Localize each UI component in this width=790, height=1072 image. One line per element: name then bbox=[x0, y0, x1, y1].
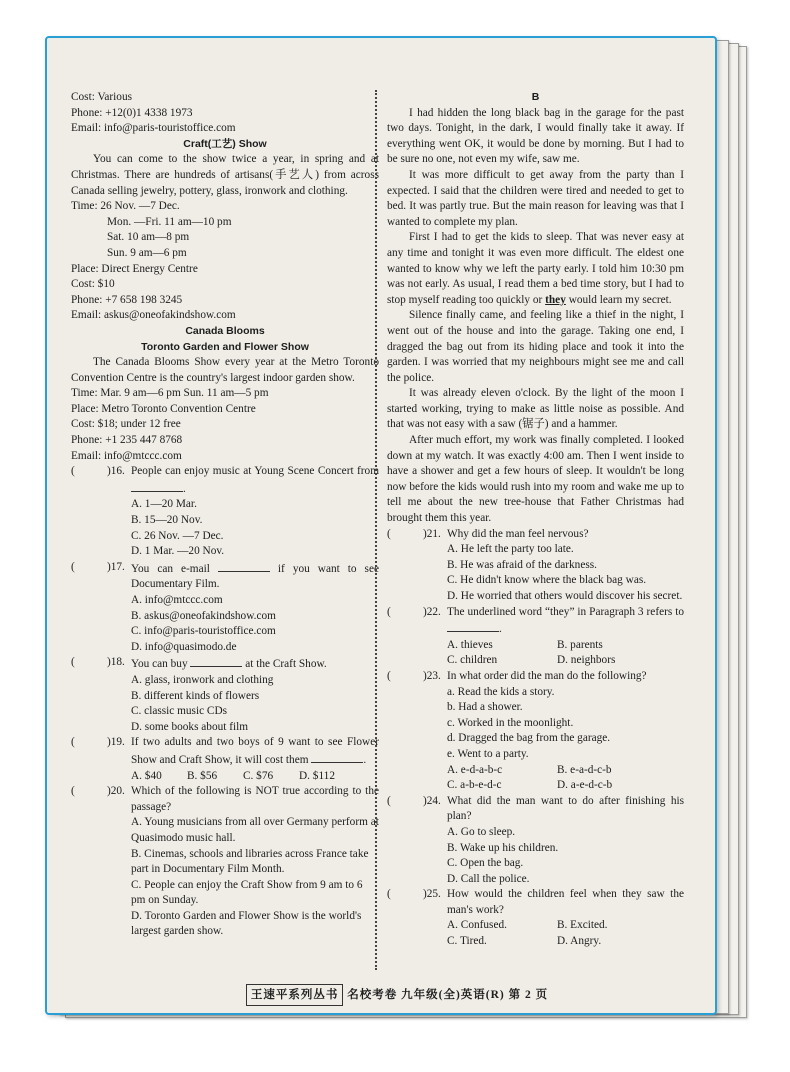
question-text: The underlined word “they” in Paragraph 3 refers to bbox=[447, 605, 684, 618]
option: B. Wake up his children. bbox=[447, 841, 559, 854]
option: D. a-e-d-c-b bbox=[557, 779, 613, 792]
craft-cost: Cost: $10 bbox=[71, 278, 115, 291]
question-19: ( )19. If two adults and two boys of 9 want to see Flower Show and Craft Show, it will cost them . bbox=[71, 735, 379, 768]
blooms-email: Email: info@mtccc.com bbox=[71, 449, 182, 462]
question-text: What did the man want to do after finishing his plan? bbox=[447, 794, 684, 823]
question-25: ( )25. How would the children feel when they saw the man's work? bbox=[387, 887, 684, 918]
passage-paragraph: It was already eleven o'clock. By the light of the moon I started working, trying to make as little noise as possible. And that was not easy with a saw (锯子) and a hammer. bbox=[387, 387, 684, 431]
step-item: b. Had a shower. bbox=[447, 701, 523, 714]
craft-time: Time: 26 Nov. —7 Dec. bbox=[71, 200, 180, 213]
question-24: ( )24. What did the man want to do after finishing his plan? bbox=[387, 794, 684, 825]
exam-page bbox=[45, 36, 717, 1015]
answer-blank[interactable] bbox=[447, 620, 499, 632]
option: A. thieves bbox=[447, 638, 493, 651]
craft-phone: Phone: +7 658 198 3245 bbox=[71, 293, 183, 306]
step-item: c. Worked in the moonlight. bbox=[447, 716, 574, 729]
option: C. classic music CDs bbox=[131, 705, 228, 718]
option: C. children bbox=[447, 654, 498, 667]
question-text: If two adults and two boys of 9 want to see Flower Show and Craft Show, it will cost them bbox=[131, 736, 379, 766]
craft-hours-line: Sat. 10 am—8 pm bbox=[107, 231, 190, 244]
option-row bbox=[387, 918, 684, 934]
question-text: Which of the following is NOT true according to the passage? bbox=[131, 785, 379, 813]
option: B. Cinemas, schools and libraries across France take part in Documentary Film Month. bbox=[131, 847, 369, 876]
craft-paragraph: You can come to the show twice a year, in spring and at Christmas. There are hundreds of artisans(手艺人) from across Canada selling jewelry, pottery, glass, ironwork and clothing. bbox=[71, 153, 379, 197]
option: D. some books about film bbox=[131, 720, 249, 733]
option: D. 1 Mar. —20 Nov. bbox=[131, 545, 225, 558]
blooms-cost: Cost: $18; under 12 free bbox=[71, 418, 181, 431]
question-20: ( )20. Which of the following is NOT true according to the passage? bbox=[71, 784, 379, 815]
garden-show-title: Toronto Garden and Flower Show bbox=[141, 340, 309, 353]
answer-blank[interactable] bbox=[131, 480, 183, 492]
question-23: ( )23. In what order did the man do the following? bbox=[387, 669, 684, 685]
option: D. Angry. bbox=[557, 935, 602, 948]
option: D. $112 bbox=[299, 769, 335, 782]
question-22: ( )22. The underlined word “they” in Paragraph 3 refers to . bbox=[387, 605, 684, 638]
page-footer bbox=[227, 984, 567, 1004]
question-18: ( )18. You can buy at the Craft Show. bbox=[71, 655, 379, 673]
footer-title: 名校考卷 九年级(全)英语(R) 第 2 页 bbox=[347, 989, 549, 1001]
section-label: B bbox=[531, 91, 540, 103]
step-item: a. Read the kids a story. bbox=[447, 685, 555, 698]
option: B. e-a-d-c-b bbox=[557, 763, 612, 776]
craft-place: Place: Direct Energy Centre bbox=[71, 262, 198, 275]
option-row bbox=[387, 763, 684, 779]
blooms-place: Place: Metro Toronto Convention Centre bbox=[71, 402, 256, 415]
option: D. info@quasimodo.de bbox=[131, 640, 237, 653]
option: D. Call the police. bbox=[447, 872, 530, 885]
question-text: In what order did the man do the following? bbox=[447, 669, 647, 682]
option: B. He was afraid of the darkness. bbox=[447, 558, 597, 571]
question-text: Why did the man feel nervous? bbox=[447, 527, 589, 540]
question-17: ( )17. You can e-mail if you want to see Documentary Film. bbox=[71, 560, 379, 593]
phone-line: Phone: +12(0)1 4338 1973 bbox=[71, 106, 193, 119]
passage-paragraph: After much effort, my work was finally completed. I looked down at my watch. It was exactly 4:00 am. Then I went inside to have a shower and get a few hours of sleep. It wouldn't be long now before the kids would rush into my room and wake me up to tell me about the new tree-house that Father Christmas had brought them this year. bbox=[387, 434, 684, 525]
option: D. He worried that others would discover his secret. bbox=[447, 590, 683, 602]
craft-hours-line: Sun. 9 am—6 pm bbox=[107, 246, 187, 259]
option: C. Tired. bbox=[447, 935, 487, 948]
question-text-tail: . bbox=[499, 623, 502, 636]
option: A. Young musicians from all over Germany perform at Quasimodo music hall. bbox=[131, 816, 379, 844]
step-item: d. Dragged the bag from the garage. bbox=[447, 732, 611, 745]
question-text: People can enjoy music at Young Scene Concert from bbox=[131, 465, 379, 478]
question-number: )18. bbox=[107, 656, 125, 669]
option: B. askus@oneofakindshow.com bbox=[131, 609, 276, 622]
question-number: )21. bbox=[423, 527, 441, 540]
column-divider bbox=[375, 90, 377, 970]
question-text: You can buy bbox=[131, 658, 188, 671]
passage-paragraph: It was more difficult to get away from the party than I expected. I said that the children were tired and needed to get to bed. It was partly true. But the main reason for leaving was that I wanted to complete my plan. bbox=[387, 168, 684, 228]
question-text-tail: . bbox=[363, 753, 367, 766]
option: D. neighbors bbox=[557, 654, 616, 667]
question-number: )16. bbox=[107, 465, 125, 478]
passage-paragraph: I had hidden the long black bag in the garage for the past two days. Tonight, in the dark, I would finally take it away. If everything went OK, it would be done by morning. But I had to be sure no one, not even my wife, saw me. bbox=[387, 106, 684, 166]
question-text-tail: . bbox=[183, 482, 186, 495]
option: B. Excited. bbox=[557, 919, 608, 932]
answer-blank[interactable] bbox=[218, 560, 270, 572]
option: C. 26 Nov. —7 Dec. bbox=[131, 529, 224, 542]
option: C. a-b-e-d-c bbox=[447, 779, 502, 792]
question-number: )17. bbox=[107, 560, 125, 573]
craft-email: Email: askus@oneofakindshow.com bbox=[71, 309, 236, 322]
option-row bbox=[387, 638, 684, 654]
option: A. 1—20 Mar. bbox=[131, 498, 197, 511]
option: A. e-d-a-b-c bbox=[447, 763, 503, 776]
option: B. $56 bbox=[187, 769, 218, 782]
question-16: ( )16. People can enjoy music at Young Scene Concert from . bbox=[71, 464, 379, 497]
passage-paragraph: Silence finally came, and feeling like a thief in the night, I went out of the house and into the garage. Taking one end, I dragged the bag out from its hiding place and took it into the garden. I was worried that my neighbours might see me and call the police. bbox=[387, 309, 684, 384]
option-row bbox=[71, 769, 379, 785]
blooms-time: Time: Mar. 9 am—6 pm Sun. 11 am—5 pm bbox=[71, 387, 269, 400]
email-line: Email: info@paris-touristoffice.com bbox=[71, 122, 236, 135]
question-text: You can e-mail bbox=[131, 562, 210, 575]
craft-show-title: Craft(工艺) Show bbox=[183, 137, 267, 150]
answer-blank[interactable] bbox=[311, 751, 363, 763]
blooms-paragraph: The Canada Blooms Show every year at the Metro Toronto Convention Centre is the country's largest indoor garden show. bbox=[71, 356, 379, 384]
option: B. parents bbox=[557, 638, 603, 651]
question-number: )25. bbox=[423, 888, 441, 901]
craft-hours-line: Mon. —Fri. 11 am—10 pm bbox=[107, 215, 232, 228]
option: C. info@paris-touristoffice.com bbox=[131, 625, 276, 638]
option: A. Go to sleep. bbox=[447, 825, 516, 838]
option: B. different kinds of flowers bbox=[131, 689, 260, 702]
question-text: How would the children feel when they saw the man's work? bbox=[447, 888, 684, 916]
question-number: )20. bbox=[107, 785, 125, 798]
option: A. Confused. bbox=[447, 919, 507, 932]
question-number: )22. bbox=[423, 605, 441, 618]
question-text-tail: at the Craft Show. bbox=[245, 658, 327, 671]
series-name: 王速平系列丛书 bbox=[246, 984, 344, 1006]
left-column bbox=[71, 90, 379, 940]
option: A. info@mtccc.com bbox=[131, 594, 223, 606]
option: C. $76 bbox=[243, 769, 274, 782]
option: A. He left the party too late. bbox=[447, 543, 574, 556]
option-row bbox=[387, 934, 684, 950]
blooms-phone: Phone: +1 235 447 8768 bbox=[71, 434, 183, 447]
option: C. He didn't know where the black bag was. bbox=[447, 574, 647, 587]
cost-line: Cost: Various bbox=[71, 91, 132, 103]
underlined-word: they bbox=[545, 293, 566, 306]
question-number: )23. bbox=[423, 669, 441, 682]
question-number: )19. bbox=[107, 736, 125, 749]
answer-blank[interactable] bbox=[190, 655, 242, 667]
question-text-tail: if you want to see Documentary Film. bbox=[131, 562, 379, 591]
option-row bbox=[387, 653, 684, 669]
paper-stack bbox=[45, 36, 750, 1021]
option: D. Toronto Garden and Flower Show is the world's largest garden show. bbox=[131, 909, 362, 938]
passage-paragraph: First I had to get the kids to sleep. That was never easy at any time and tonight it was even more difficult. The eldest one wanted to know why we left the party early. I told him 10:30 pm was not early. As usual, I read them a bed time story, but I had to stop myself reading too quickly or they would learn my secret. bbox=[387, 231, 684, 306]
option: C. Open the bag. bbox=[447, 857, 524, 870]
step-item: e. Went to a party. bbox=[447, 747, 529, 760]
option: A. $40 bbox=[131, 769, 162, 782]
question-number: )24. bbox=[423, 794, 441, 807]
canada-blooms-title: Canada Blooms bbox=[185, 324, 265, 337]
option: B. 15—20 Nov. bbox=[131, 514, 203, 527]
option-row bbox=[387, 778, 684, 794]
option: A. glass, ironwork and clothing bbox=[131, 673, 274, 686]
option: C. People can enjoy the Craft Show from 9 am to 6 pm on Sunday. bbox=[131, 878, 363, 907]
question-21: ( )21. Why did the man feel nervous? bbox=[387, 527, 684, 543]
right-column bbox=[387, 90, 684, 950]
